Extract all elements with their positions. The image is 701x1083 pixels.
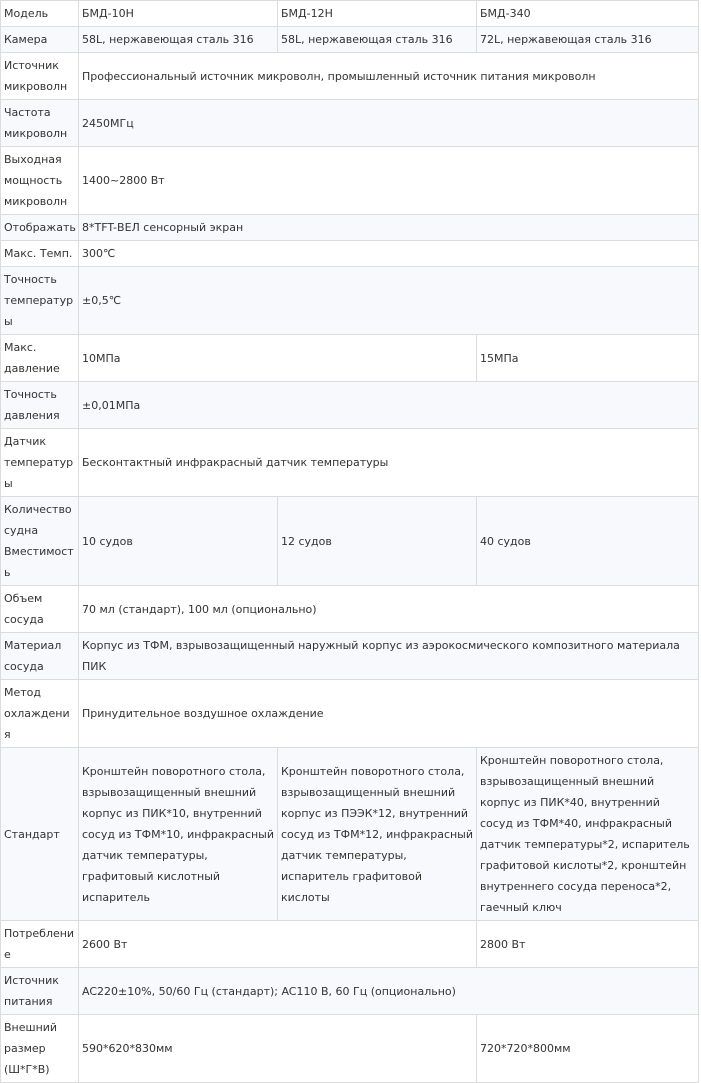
standard-cell: Кронштейн поворотного стола, взрывозащищенный внешний корпус из ПЭЭК*12, внутренний сосуд из ТФМ*12, инфракрасный датчик температуры, испаритель графитовой кислоты	[278, 748, 477, 921]
vessel-vol-cell: 70 мл (стандарт), 100 мл (опционально)	[79, 586, 699, 633]
table-row	[1, 382, 699, 429]
max-press-cell: 15МПа	[477, 335, 699, 382]
consumption-cell: 2600 Вт	[79, 921, 477, 968]
row-label: Источник микроволн	[1, 53, 79, 100]
display-cell: 8*TFT-ВЕЛ сенсорный экран	[79, 215, 699, 241]
table-row	[1, 680, 699, 748]
max-temp-cell: 300℃	[79, 241, 699, 267]
press-acc-cell: ±0,01МПа	[79, 382, 699, 429]
table-row	[1, 748, 699, 921]
row-label: Источник питания	[1, 968, 79, 1015]
row-label: Количество судна Вместимость	[1, 497, 79, 586]
row-label: Потребление	[1, 921, 79, 968]
model-cell: БМД-340	[477, 1, 699, 27]
max-press-cell: 10МПа	[79, 335, 477, 382]
material-cell: Корпус из ТФМ, взрывозащищенный наружный корпус из аэрокосмического композитного материала ПИК	[79, 633, 699, 680]
table-row	[1, 1015, 699, 1083]
standard-cell: Кронштейн поворотного стола, взрывозащищенный внешний корпус из ПИК*40, внутренний сосуд из ТФМ*40, инфракрасный датчик температуры*2, испаритель графитовой кислоты*2, кронштейн внутреннего сосуда переноса*2, гаечный ключ	[477, 748, 699, 921]
table-row	[1, 968, 699, 1015]
vessels-cell: 40 судов	[477, 497, 699, 586]
size-cell: 720*720*800мм	[477, 1015, 699, 1083]
table-row	[1, 586, 699, 633]
table-row	[1, 147, 699, 215]
table-row	[1, 27, 699, 53]
model-cell: БМД-10Н	[79, 1, 278, 27]
row-label: Материал сосуда	[1, 633, 79, 680]
psu-cell: AC220±10%, 50/60 Гц (стандарт); AC110 В, 60 Гц (опционально)	[79, 968, 699, 1015]
row-label: Объем сосуда	[1, 586, 79, 633]
table-row	[1, 335, 699, 382]
table-row	[1, 215, 699, 241]
chamber-cell: 58L, нержавеющая сталь 316	[278, 27, 477, 53]
standard-cell: Кронштейн поворотного стола, взрывозащищенный внешний корпус из ПИК*10, внутренний сосуд из ТФМ*10, инфракрасный датчик температуры, графитовый кислотный испаритель	[79, 748, 278, 921]
vessels-cell: 12 судов	[278, 497, 477, 586]
table-row	[1, 497, 699, 586]
row-label: Отображать	[1, 215, 79, 241]
size-cell: 590*620*830мм	[79, 1015, 477, 1083]
row-label: Модель	[1, 1, 79, 27]
table-row	[1, 267, 699, 335]
row-label: Датчик температуры	[1, 429, 79, 497]
table-row	[1, 53, 699, 100]
table-row	[1, 241, 699, 267]
row-label: Внешний размер (Ш*Г*В)	[1, 1015, 79, 1083]
table-row	[1, 429, 699, 497]
model-cell: БМД-12Н	[278, 1, 477, 27]
row-label: Макс. давление	[1, 335, 79, 382]
chamber-cell: 72L, нержавеющая сталь 316	[477, 27, 699, 53]
row-label: Камера	[1, 27, 79, 53]
row-label: Точность температуры	[1, 267, 79, 335]
source-cell: Профессиональный источник микроволн, промышленный источник питания микроволн	[79, 53, 699, 100]
cooling-cell: Принудительное воздушное охлаждение	[79, 680, 699, 748]
vessels-cell: 10 судов	[79, 497, 278, 586]
row-label: Точность давления	[1, 382, 79, 429]
temp-acc-cell: ±0,5℃	[79, 267, 699, 335]
table-row	[1, 1, 699, 27]
row-label: Стандарт	[1, 748, 79, 921]
row-label: Метод охлаждения	[1, 680, 79, 748]
row-label: Частота микроволн	[1, 100, 79, 147]
table-row	[1, 633, 699, 680]
table-row	[1, 921, 699, 968]
power-out-cell: 1400~2800 Вт	[79, 147, 699, 215]
row-label: Выходная мощность микроволн	[1, 147, 79, 215]
temp-sensor-cell: Бесконтактный инфракрасный датчик температуры	[79, 429, 699, 497]
row-label: Макс. Темп.	[1, 241, 79, 267]
table-row	[1, 100, 699, 147]
freq-cell: 2450МГц	[79, 100, 699, 147]
consumption-cell: 2800 Вт	[477, 921, 699, 968]
chamber-cell: 58L, нержавеющая сталь 316	[79, 27, 278, 53]
